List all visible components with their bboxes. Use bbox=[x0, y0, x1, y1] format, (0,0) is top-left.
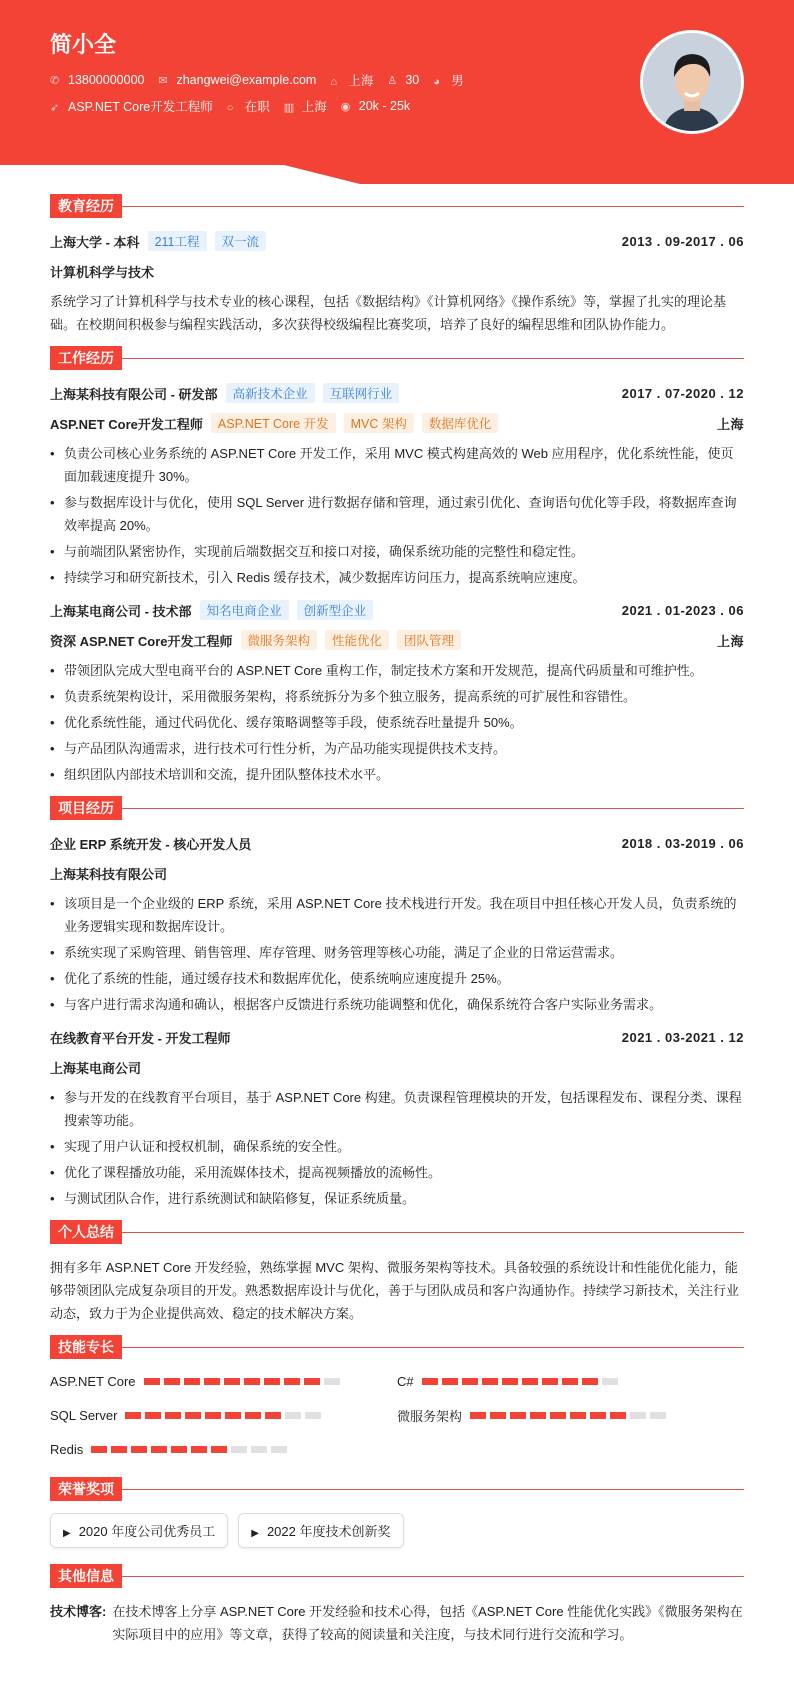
list-item: • 组织团队内部技术培训和交流，提升团队整体技术水平。 bbox=[50, 763, 744, 786]
age-icon: ♙ bbox=[387, 75, 398, 87]
skill-level-segment bbox=[550, 1412, 566, 1419]
project-header bbox=[50, 1026, 744, 1048]
skill-level-segment bbox=[542, 1378, 558, 1385]
status-icon: ○ bbox=[226, 102, 234, 114]
project-name: 企业 ERP 系统开发 - 核心开发人员 bbox=[50, 836, 252, 852]
phone: 13800000000 bbox=[68, 73, 145, 87]
skill-level-segment bbox=[91, 1446, 107, 1453]
other-info bbox=[50, 1600, 744, 1646]
date: 2017 . 07-2020 . 12 bbox=[621, 385, 744, 401]
skill-level-segment bbox=[165, 1412, 181, 1419]
award-label: 2022 年度技术创新奖 bbox=[266, 1524, 391, 1539]
skill-level-segment bbox=[225, 1412, 241, 1419]
school: 上海大学 - 本科 bbox=[50, 234, 140, 250]
skill-level-segment bbox=[305, 1412, 321, 1419]
award-item bbox=[238, 1513, 403, 1548]
skill-level-segment bbox=[264, 1378, 280, 1385]
gender-icon: ◕ bbox=[433, 76, 440, 88]
contact-row bbox=[50, 71, 464, 89]
building-icon: ▥ bbox=[283, 102, 295, 114]
tag: 高新技术企业 bbox=[226, 383, 315, 403]
skill-level-segment bbox=[562, 1378, 578, 1385]
skill-level-segment bbox=[582, 1378, 598, 1385]
work-title bbox=[50, 629, 744, 651]
education-header bbox=[50, 230, 744, 252]
skill-level-segment bbox=[245, 1412, 261, 1419]
work-header bbox=[50, 382, 744, 404]
skill-level-segment bbox=[125, 1412, 141, 1419]
skill-level-segment bbox=[650, 1412, 666, 1419]
age: 30 bbox=[405, 73, 420, 87]
skill-level-segment bbox=[111, 1446, 127, 1453]
list-item: • 优化系统性能，通过代码优化、缓存策略调整等手段，使系统吞吐量提升 50%。 bbox=[50, 711, 744, 734]
section-title: 荣誉奖项 bbox=[50, 1477, 122, 1501]
skill-level-segment bbox=[171, 1446, 187, 1453]
list-item: • 与产品团队沟通需求，进行技术可行性分析，为产品功能实现提供技术支持。 bbox=[50, 737, 744, 760]
tag: 双一流 bbox=[215, 231, 267, 251]
skill-level-segment bbox=[470, 1412, 486, 1419]
candidate-name: 简小全 bbox=[50, 32, 117, 57]
list-item: • 与测试团队合作，进行系统测试和缺陷修复，保证系统质量。 bbox=[50, 1187, 744, 1210]
skill-level-segment bbox=[522, 1378, 538, 1385]
skill-level-bar bbox=[91, 1446, 287, 1453]
section-other bbox=[50, 1564, 744, 1588]
tag: 知名电商企业 bbox=[200, 600, 289, 620]
skill-item bbox=[50, 1371, 397, 1391]
skill-tag: MVC 架构 bbox=[344, 413, 414, 433]
skill-item bbox=[397, 1371, 744, 1391]
skill-level-segment bbox=[191, 1446, 207, 1453]
tag: 互联网行业 bbox=[323, 383, 400, 403]
section-title: 教育经历 bbox=[50, 194, 122, 218]
home-icon: ⌂ bbox=[330, 76, 337, 88]
skill-level-segment bbox=[442, 1378, 458, 1385]
section-education bbox=[50, 194, 744, 218]
skill-level-segment bbox=[145, 1412, 161, 1419]
salary-icon: ◉ bbox=[340, 101, 351, 113]
project-header bbox=[50, 832, 744, 854]
skill-level-bar bbox=[144, 1378, 340, 1385]
company: 上海某科技有限公司 - 研发部 bbox=[50, 386, 218, 402]
skill-tag: 性能优化 bbox=[325, 630, 389, 650]
send-icon: ➶ bbox=[50, 102, 60, 114]
skill-level-segment bbox=[304, 1378, 320, 1385]
skill-name: ASP.NET Core bbox=[50, 1373, 136, 1389]
skill-level-bar bbox=[470, 1412, 666, 1419]
work-header bbox=[50, 599, 744, 621]
list-item: • 参与开发的在线教育平台项目，基于 ASP.NET Core 构建。负责课程管理模块的开发，包括课程发布、课程分类、课程搜索等功能。 bbox=[50, 1086, 744, 1132]
skill-level-segment bbox=[285, 1412, 301, 1419]
major: 计算机科学与技术 bbox=[50, 264, 155, 280]
skill-level-bar bbox=[125, 1412, 321, 1419]
skill-level-segment bbox=[204, 1378, 220, 1385]
work-city: 上海 bbox=[716, 633, 744, 649]
skill-level-segment bbox=[151, 1446, 167, 1453]
skill-level-segment bbox=[131, 1446, 147, 1453]
date: 2018 . 03-2019 . 06 bbox=[621, 835, 744, 851]
section-title: 技能专长 bbox=[50, 1335, 122, 1359]
skill-level-segment bbox=[422, 1378, 438, 1385]
skill-level-bar bbox=[422, 1378, 618, 1385]
skill-level-segment bbox=[211, 1446, 227, 1453]
header-banner bbox=[0, 0, 794, 184]
work-city: 上海 bbox=[716, 416, 744, 432]
section-title: 其他信息 bbox=[50, 1564, 122, 1588]
skill-level-segment bbox=[502, 1378, 518, 1385]
skill-level-segment bbox=[610, 1412, 626, 1419]
section-skills bbox=[50, 1335, 744, 1359]
job-intent-row bbox=[50, 97, 410, 115]
list-item: • 负责系统架构设计，采用微服务架构，将系统拆分为多个独立服务，提高系统的可扩展性和容错性。 bbox=[50, 685, 744, 708]
skill-level-segment bbox=[231, 1446, 247, 1453]
job-title: ASP.NET Core开发工程师 bbox=[50, 416, 203, 432]
email-icon: ✉ bbox=[158, 75, 168, 87]
section-summary bbox=[50, 1220, 744, 1244]
list-item: • 参与数据库设计与优化，使用 SQL Server 进行数据存储和管理，通过索引优化、查询语句优化等手段，将数据库查询效率提高 20%。 bbox=[50, 491, 744, 537]
skill-tag: 团队管理 bbox=[397, 630, 461, 650]
avatar bbox=[640, 30, 744, 134]
target-city: 上海 bbox=[301, 100, 327, 114]
tag: 211工程 bbox=[148, 231, 207, 251]
tag: 创新型企业 bbox=[297, 600, 374, 620]
date: 2021 . 01-2023 . 06 bbox=[621, 602, 744, 618]
skill-level-segment bbox=[284, 1378, 300, 1385]
section-work bbox=[50, 346, 744, 370]
email: zhangwei@example.com bbox=[176, 73, 317, 87]
list-item: • 系统实现了采购管理、销售管理、库存管理、财务管理等核心功能，满足了企业的日常运营需求。 bbox=[50, 941, 744, 964]
other-text: 在技术博客上分享 ASP.NET Core 开发经验和技术心得，包括《ASP.NET Core 性能优化实践》《微服务架构在实际项目中的应用》等文章，获得了较高的阅读量和关注度，与技术同行进行交流和学习。 bbox=[112, 1604, 743, 1642]
list-item: • 负责公司核心业务系统的 ASP.NET Core 开发工作，采用 MVC 模式构建高效的 Web 应用程序，优化系统性能，使页面加载速度提升 30%。 bbox=[50, 442, 744, 488]
list-item: • 与客户进行需求沟通和确认，根据客户反馈进行系统功能调整和优化，确保系统符合客户实际业务需求。 bbox=[50, 993, 744, 1016]
skill-name: SQL Server bbox=[50, 1407, 118, 1423]
project-name: 在线教育平台开发 - 开发工程师 bbox=[50, 1030, 231, 1046]
date: 2021 . 03-2021 . 12 bbox=[621, 1029, 744, 1045]
skill-tag: 微服务架构 bbox=[241, 630, 318, 650]
status: 在职 bbox=[244, 100, 270, 114]
skill-name: C# bbox=[397, 1373, 414, 1389]
gender: 男 bbox=[451, 74, 464, 88]
skill-level-segment bbox=[244, 1378, 260, 1385]
skill-level-segment bbox=[590, 1412, 606, 1419]
skill-level-segment bbox=[224, 1378, 240, 1385]
position: ASP.NET Core开发工程师 bbox=[68, 100, 213, 114]
skill-level-segment bbox=[144, 1378, 160, 1385]
skill-level-segment bbox=[630, 1412, 646, 1419]
section-projects bbox=[50, 796, 744, 820]
skill-level-segment bbox=[271, 1446, 287, 1453]
skill-name: 微服务架构 bbox=[397, 1408, 463, 1424]
section-title: 项目经历 bbox=[50, 796, 122, 820]
skill-item bbox=[397, 1405, 744, 1425]
skill-name: Redis bbox=[50, 1441, 84, 1457]
list-item: • 优化了系统的性能，通过缓存技术和数据库优化，使系统响应速度提升 25%。 bbox=[50, 967, 744, 990]
section-title: 工作经历 bbox=[50, 346, 122, 370]
city: 上海 bbox=[348, 74, 374, 88]
section-awards bbox=[50, 1477, 744, 1501]
work-title bbox=[50, 412, 744, 434]
resume-body bbox=[50, 184, 744, 1646]
skill-level-segment bbox=[185, 1412, 201, 1419]
skill-level-segment bbox=[164, 1378, 180, 1385]
list-item: • 实现了用户认证和授权机制，确保系统的安全性。 bbox=[50, 1135, 744, 1158]
skill-level-segment bbox=[184, 1378, 200, 1385]
list-item: • 持续学习和研究新技术，引入 Redis 缓存技术，减少数据库访问压力，提高系统响应速度。 bbox=[50, 566, 744, 589]
skill-level-segment bbox=[265, 1412, 281, 1419]
other-label: 技术博客: bbox=[50, 1604, 107, 1619]
skill-level-segment bbox=[324, 1378, 340, 1385]
skill-item bbox=[50, 1405, 397, 1425]
skill-level-segment bbox=[530, 1412, 546, 1419]
skill-item bbox=[50, 1439, 397, 1459]
skill-level-segment bbox=[570, 1412, 586, 1419]
salary: 20k - 25k bbox=[358, 99, 411, 113]
skill-tag: ASP.NET Core 开发 bbox=[211, 413, 336, 433]
skill-level-segment bbox=[490, 1412, 506, 1419]
award-label: 2020 年度公司优秀员工 bbox=[78, 1524, 216, 1539]
list-item: • 与前端团队紧密协作，实现前后端数据交互和接口对接，确保系统功能的完整性和稳定性。 bbox=[50, 540, 744, 563]
company: 上海某电商公司 - 技术部 bbox=[50, 603, 192, 619]
skill-level-segment bbox=[251, 1446, 267, 1453]
list-item: • 该项目是一个企业级的 ERP 系统，采用 ASP.NET Core 技术栈进行开发。我在项目中担任核心开发人员，负责系统的业务逻辑实现和数据库设计。 bbox=[50, 892, 744, 938]
section-title: 个人总结 bbox=[50, 1220, 122, 1244]
project-company: 上海某科技有限公司 bbox=[50, 866, 168, 882]
summary-text: 拥有多年 ASP.NET Core 开发经验，熟练掌握 MVC 架构、微服务架构等技术。具备较强的系统设计和性能优化能力，能够带领团队完成复杂项目的开发。熟悉数据库设计与优化，善于与团队成员和客户沟通协作。持续学习新技术，关注行业动态，致力于为企业提供高效、稳定的技术解决方案。 bbox=[50, 1260, 740, 1321]
skill-level-segment bbox=[510, 1412, 526, 1419]
skill-level-segment bbox=[205, 1412, 221, 1419]
skill-level-segment bbox=[462, 1378, 478, 1385]
list-item: • 优化了课程播放功能，采用流媒体技术，提高视频播放的流畅性。 bbox=[50, 1161, 744, 1184]
project-company: 上海某电商公司 bbox=[50, 1060, 142, 1076]
date: 2013 . 09-2017 . 06 bbox=[621, 233, 744, 249]
triangle-icon: ▶ bbox=[251, 1528, 259, 1539]
job-title: 资深 ASP.NET Core开发工程师 bbox=[50, 633, 233, 649]
list-item: • 带领团队完成大型电商平台的 ASP.NET Core 重构工作，制定技术方案和开发规范，提高代码质量和可维护性。 bbox=[50, 659, 744, 682]
skill-level-segment bbox=[482, 1378, 498, 1385]
triangle-icon: ▶ bbox=[63, 1528, 71, 1539]
skill-tag: 数据库优化 bbox=[422, 413, 499, 433]
education-desc: 系统学习了计算机科学与技术专业的核心课程，包括《数据结构》《计算机网络》《操作系统》等，掌握了扎实的理论基础。在校期间积极参与编程实践活动，多次获得校级编程比赛奖项，培养了良好的编程思维和团队协作能力。 bbox=[50, 294, 727, 332]
skill-level-segment bbox=[602, 1378, 618, 1385]
phone-icon: ✆ bbox=[50, 75, 60, 87]
award-item bbox=[50, 1513, 228, 1548]
